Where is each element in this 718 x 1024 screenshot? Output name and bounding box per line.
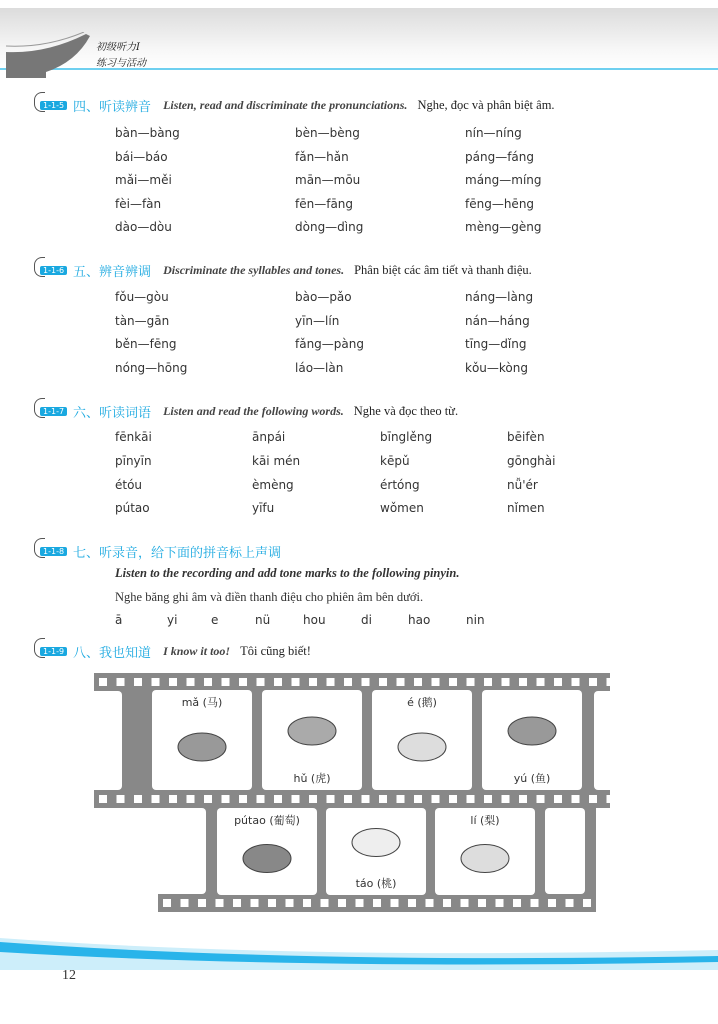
pinyin-item: yi <box>167 613 178 627</box>
pinyin-item: nǚ'ér <box>507 478 538 492</box>
pinyin-item: mān—mōu <box>295 173 361 187</box>
section-title-chinese: 四、听读辨音 <box>73 99 152 115</box>
pinyin-item: máng—míng <box>465 173 542 187</box>
pinyin-item: fǎng—pàng <box>295 337 364 351</box>
pinyin-item: bèn—bèng <box>295 126 360 140</box>
peach-icon <box>346 816 406 869</box>
pinyin-item: yīfu <box>252 501 275 515</box>
pinyin-item: pīnyīn <box>115 454 152 468</box>
pinyin-item: nin <box>466 613 485 627</box>
picture-label: é (鹅) <box>407 696 437 709</box>
pinyin-item: ā <box>115 613 123 627</box>
pinyin-item: wǒmen <box>380 501 424 515</box>
pinyin-item: bái—báo <box>115 150 168 164</box>
pinyin-item: e <box>211 613 219 627</box>
pinyin-item: nín—níng <box>465 126 522 140</box>
pinyin-item: kāi mén <box>252 454 301 468</box>
goose-icon <box>392 714 452 780</box>
section-header <box>40 642 311 660</box>
instruction-en: Listen to the recording and add tone marks to the following pinyin. <box>115 566 460 580</box>
picture-label: pútao (葡萄) <box>234 814 300 827</box>
tiger-icon <box>282 698 342 764</box>
pinyin-item: mǎi—měi <box>115 173 172 187</box>
picture-label: yú (鱼) <box>513 772 551 785</box>
pinyin-item: fēng—hēng <box>465 197 535 211</box>
section-title-chinese: 六、听读词语 <box>73 405 152 421</box>
section-title-vietnamese: Nghe, đọc và phân biệt âm. <box>417 97 555 112</box>
pinyin-item: èmèng <box>252 478 294 492</box>
horse-icon <box>172 714 232 780</box>
pinyin-item: nóng—hōng <box>115 361 188 375</box>
pinyin-item: bàn—bàng <box>115 126 180 140</box>
picture-card <box>482 690 582 790</box>
pinyin-item: hou <box>303 613 326 627</box>
book-title: 初级听力Ⅰ <box>96 42 140 53</box>
section-title-english: Listen, read and discriminate the pronunciations. <box>163 97 408 112</box>
pinyin-item: kǒu—kòng <box>465 361 528 375</box>
section-header <box>40 261 532 279</box>
audio-track-badge[interactable]: 1-1-8 <box>40 547 67 556</box>
page-header <box>0 8 718 70</box>
picture-card <box>372 690 472 790</box>
book-subtitle: 练习与活动 <box>96 58 146 69</box>
pinyin-item: mèng—gèng <box>465 220 542 234</box>
pear-icon <box>455 832 515 885</box>
pinyin-item: fēn—fāng <box>295 197 354 211</box>
pinyin-item: dòng—dìng <box>295 220 364 234</box>
pinyin-item: fèi—fàn <box>115 197 162 211</box>
section-title-english: Listen and read the following words. <box>163 403 344 418</box>
pinyin-item: hao <box>408 613 431 627</box>
audio-track-badge[interactable]: 1-1-9 <box>40 647 67 656</box>
audio-track-badge[interactable]: 1-1-7 <box>40 407 67 416</box>
pinyin-item: di <box>361 613 372 627</box>
picture-card <box>435 808 535 895</box>
section-title-english: Discriminate the syllables and tones. <box>163 262 345 277</box>
pinyin-item: értóng <box>380 478 420 492</box>
pinyin-item: pútao <box>115 501 150 515</box>
audio-track-badge[interactable]: 1-1-6 <box>40 266 67 275</box>
pinyin-item: náng—làng <box>465 290 534 304</box>
pinyin-item: tàn—gān <box>115 314 170 328</box>
picture-card <box>326 808 426 895</box>
pinyin-item: étóu <box>115 478 143 492</box>
pinyin-item: bīnglěng <box>380 430 433 444</box>
pinyin-item: nǐmen <box>507 501 545 515</box>
section-title-vietnamese: Nghe và đọc theo từ. <box>353 403 459 418</box>
section-title-chinese: 五、辨音辨调 <box>73 264 152 280</box>
page-number: 12 <box>62 968 76 983</box>
picture-card <box>217 808 317 895</box>
section-title-vietnamese: Tôi cũng biết! <box>240 643 311 658</box>
picture-card <box>152 690 252 790</box>
section-title-chinese: 八、我也知道 <box>73 645 152 661</box>
pinyin-item: ānpái <box>252 430 286 444</box>
section-title-vietnamese: Phân biệt các âm tiết và thanh điệu. <box>354 262 532 277</box>
picture-card <box>262 690 362 790</box>
footer-wave <box>0 930 718 970</box>
picture-label: hǔ (虎) <box>293 772 331 785</box>
pinyin-item: nü <box>255 613 271 627</box>
pinyin-item: láo—làn <box>295 361 344 375</box>
pinyin-item: dào—dòu <box>115 220 172 234</box>
picture-label: mǎ (马) <box>181 696 223 709</box>
section-title-chinese: 七、听录音，给下面的拼音标上声调 <box>73 545 282 561</box>
pinyin-item: kēpǔ <box>380 454 410 468</box>
picture-label: lí (梨) <box>470 814 500 827</box>
pinyin-item: běn—fēng <box>115 337 177 351</box>
pinyin-item: bào—pǎo <box>295 290 352 304</box>
section-title-english: I know it too! <box>163 643 231 658</box>
pinyin-item: páng—fáng <box>465 150 534 164</box>
pinyin-item: nán—háng <box>465 314 530 328</box>
pinyin-item: fǒu—gòu <box>115 290 169 304</box>
section-header <box>40 96 555 114</box>
grapes-icon <box>237 832 297 885</box>
pinyin-item: fǎn—hǎn <box>295 150 349 164</box>
pinyin-item: tīng—dǐng <box>465 337 527 351</box>
fish-icon <box>502 698 562 764</box>
instruction-vi: Nghe băng ghi âm và điền thanh điệu cho phiên âm bên dưới. <box>115 590 424 604</box>
section-header <box>40 542 293 560</box>
picture-label: táo (桃) <box>355 877 397 890</box>
audio-track-badge[interactable]: 1-1-5 <box>40 101 67 110</box>
pinyin-item: gōnghài <box>507 454 556 468</box>
pinyin-item: fēnkāi <box>115 430 152 444</box>
pinyin-item: yīn—lín <box>295 314 340 328</box>
section-header <box>40 402 458 420</box>
pinyin-item: bēifèn <box>507 430 545 444</box>
roof-eave-icon <box>6 32 94 78</box>
